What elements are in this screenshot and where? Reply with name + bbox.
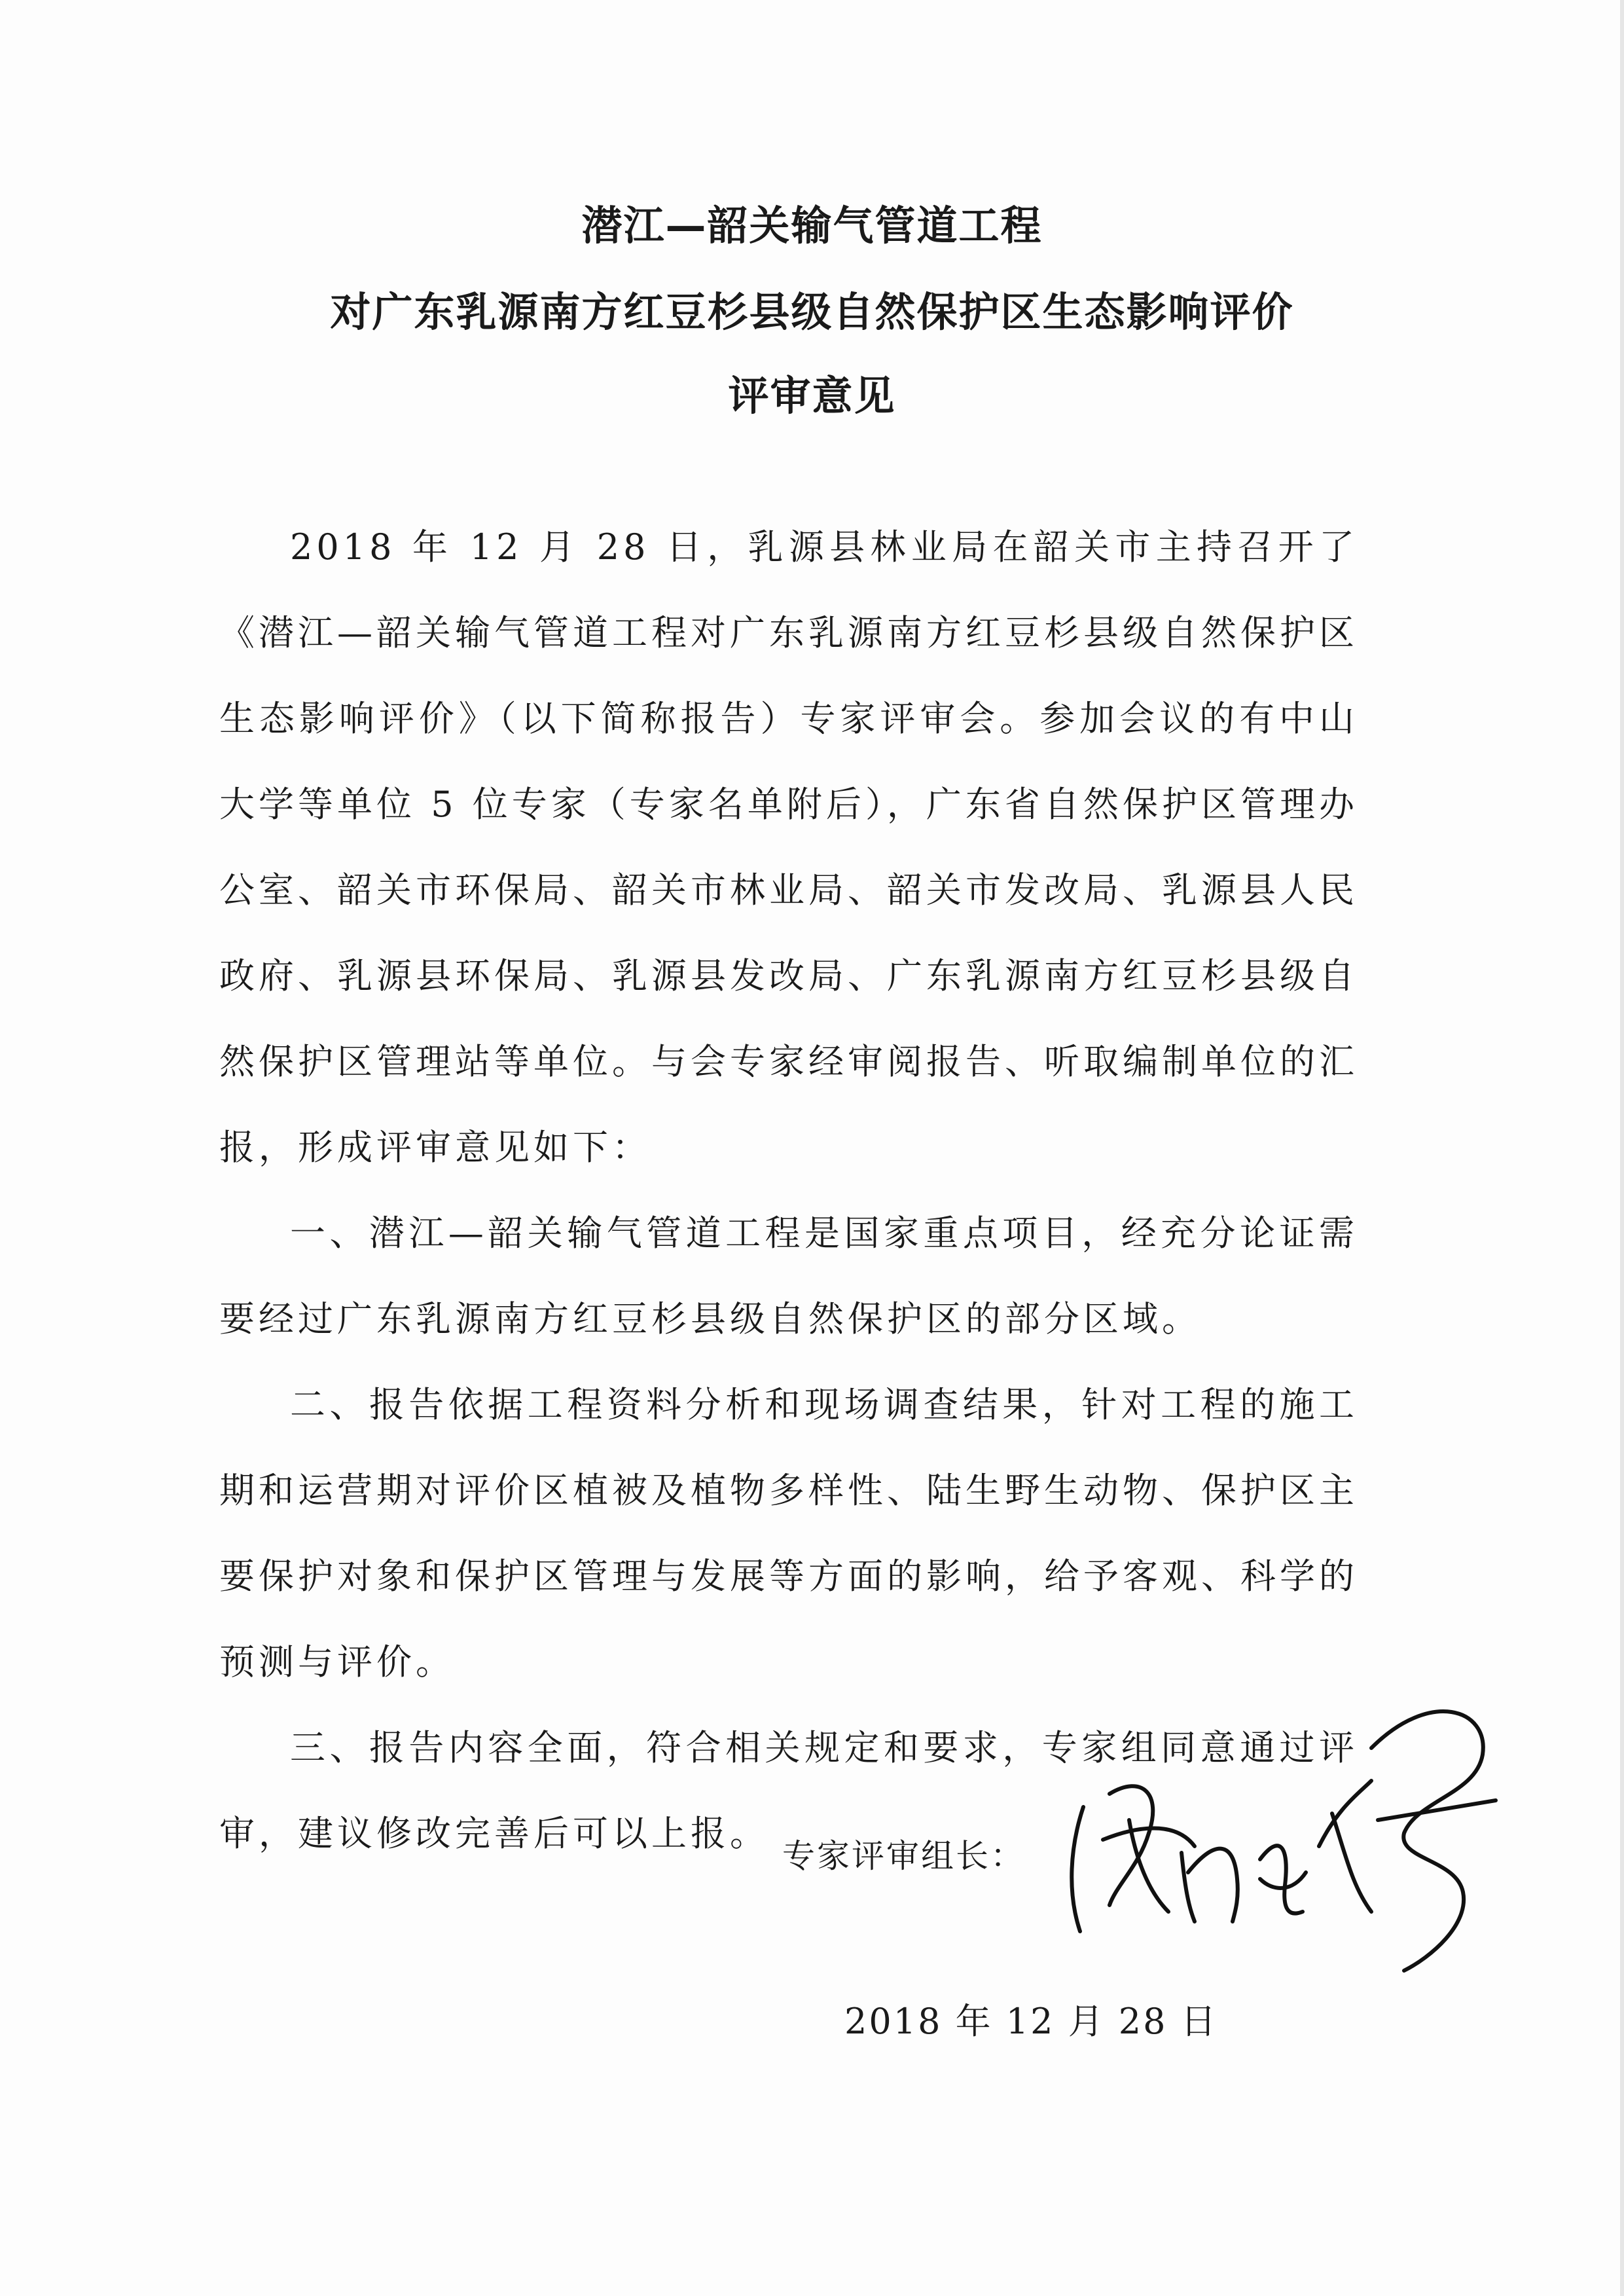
paragraph-intro: 2018 年 12 月 28 日，乳源县林业局在韶关市主持召开了《潜江—韶关输气管道工程对广东乳源南方红豆杉县级自然保护区生态影响评价》（以下简称报告）专家评审会。参加会议的有中山大学等单位 5 位专家（专家名单附后），广东省自然保护区管理办公室、韶关市环保局、韶关市林业局、韶关市发改局、乳源县人民政府、乳源县环保局、乳源县发改局、广东乳源南方红豆杉县级自然保护区管理站等单位。与会专家经审阅报告、听取编制单位的汇报，形成评审意见如下： bbox=[219, 526, 1358, 1168]
document-body bbox=[219, 504, 1358, 1876]
title-line-1: 潜江—韶关输气管道工程 bbox=[581, 202, 1043, 249]
scan-edge bbox=[1620, 0, 1624, 2296]
paragraph-item-2: 二、报告依据工程资料分析和现场调查结果，针对工程的施工期和运营期对评价区植被及植物多样性、陆生野生动物、保护区主要保护对象和保护区管理与发展等方面的影响，给予客观、科学的预测与评价。 bbox=[219, 1384, 1358, 1683]
signer-label: 专家评审组长： bbox=[782, 1837, 1025, 1875]
paragraph-item-1: 一、潜江—韶关输气管道工程是国家重点项目，经充分论证需要经过广东乳源南方红豆杉县级自然保护区的部分区域。 bbox=[219, 1212, 1358, 1339]
title-line-2: 对广东乳源南方红豆杉县级自然保护区生态影响评价 bbox=[330, 288, 1294, 336]
paragraph-item-3: 三、报告内容全面，符合相关规定和要求，专家组同意通过评审，建议修改完善后可以上报。 bbox=[219, 1727, 1358, 1854]
document-date: 2018 年 12 月 28 日 bbox=[844, 2001, 1218, 2042]
handwritten-signature bbox=[1064, 1696, 1522, 1984]
title-line-3: 评审意见 bbox=[728, 372, 896, 420]
